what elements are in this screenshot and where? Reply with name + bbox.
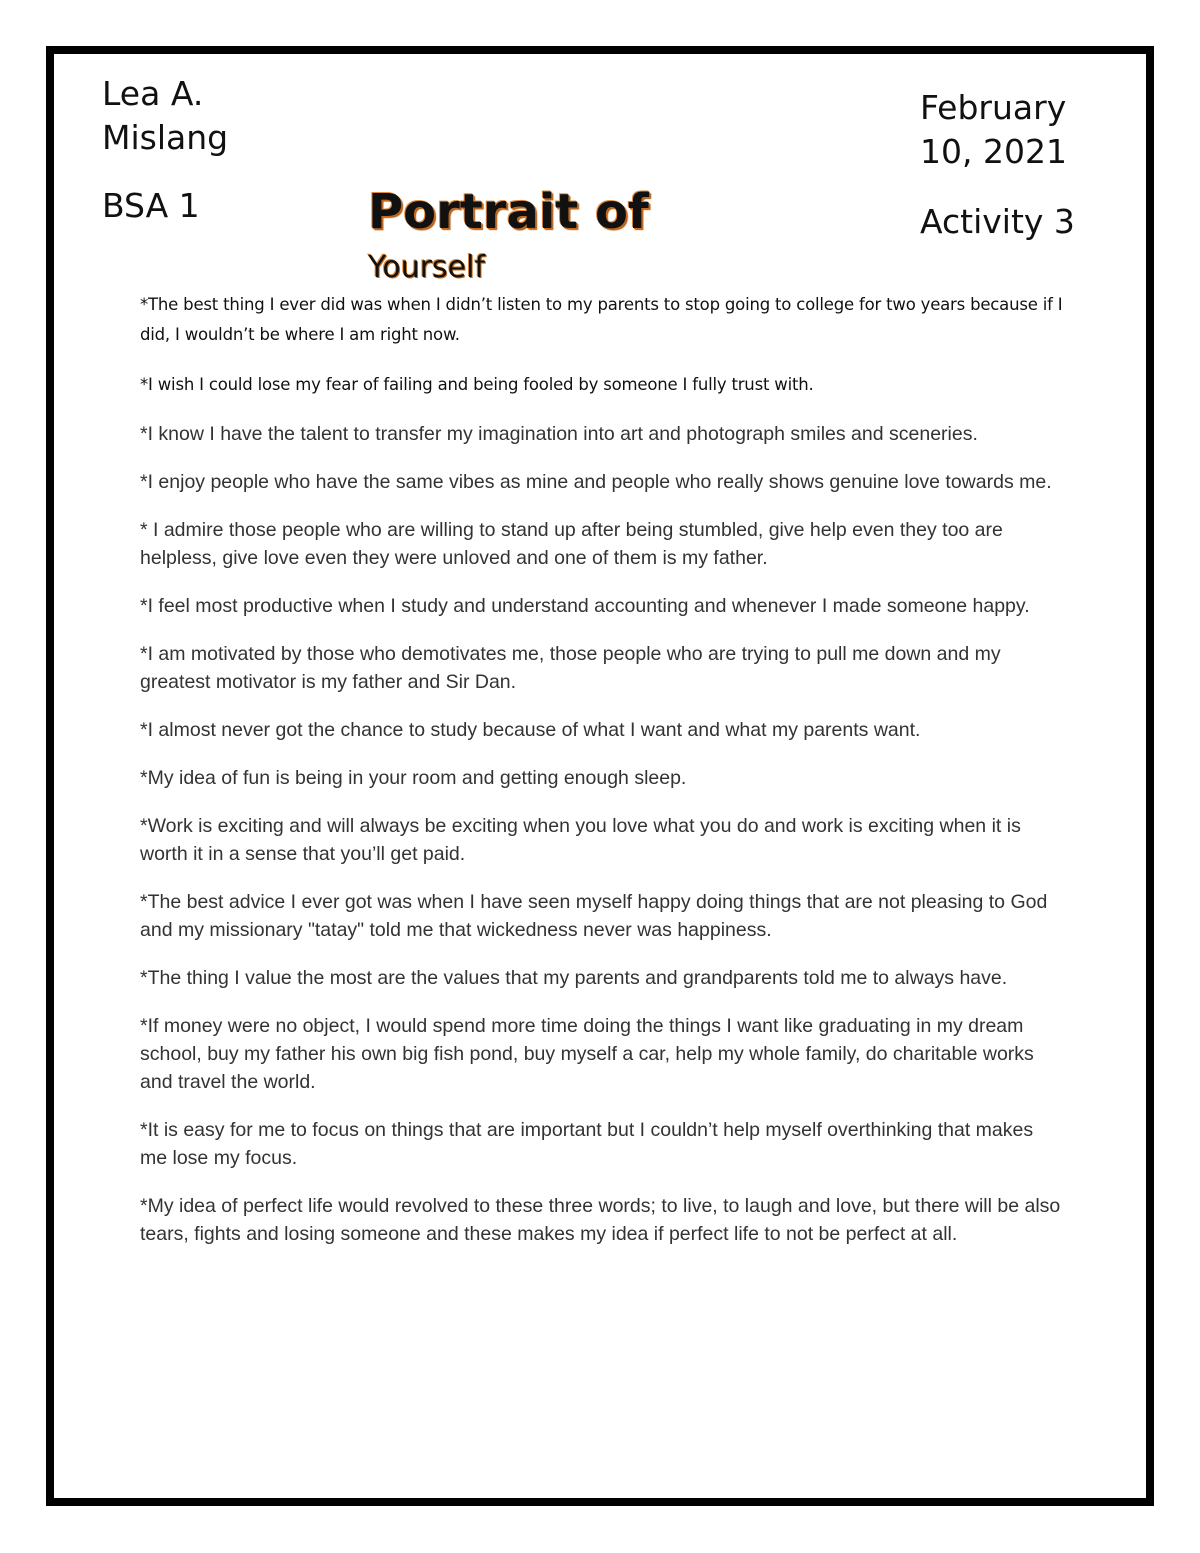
page-subtitle: Yourself	[368, 250, 486, 285]
course-label: BSA 1	[102, 186, 200, 225]
essay-paragraph: *My idea of fun is being in your room and getting enough sleep.	[140, 767, 687, 789]
essay-paragraph: *It is easy for me to focus on things that are important but I couldn’t help myself overthinking that makes me lose my focus.	[140, 1119, 1034, 1169]
intro-paragraph: *The best thing I ever did was when I didn’t listen to my parents to stop going to college for two years because if I did, I wouldn’t be where I am right now.	[140, 295, 1063, 344]
essay-paragraph: *If money were no object, I would spend more time doing the things I want like graduating in my dream school, buy my father his own big fish pond, buy myself a car, help my whole family, do charitable works and travel the world.	[140, 1015, 1034, 1093]
essay-paragraph: *The thing I value the most are the values that my parents and grandparents told me to always have.	[140, 967, 1008, 989]
essay-paragraph: *The best advice I ever got was when I have seen myself happy doing things that are not pleasing to God and my missionary "tatay" told me that wickedness never was happiness.	[140, 891, 1048, 941]
essay-paragraph: *I enjoy people who have the same vibes as mine and people who really shows genuine love towards me.	[140, 471, 1052, 493]
essay-body	[140, 290, 1065, 1268]
essay-paragraph: *I feel most productive when I study and understand accounting and whenever I made someone happy.	[140, 595, 1030, 617]
essay-paragraph: *Work is exciting and will always be exciting when you love what you do and work is exciting when it is worth it in a sense that you’ll get paid.	[140, 815, 1021, 865]
page-title: Portrait of	[368, 184, 649, 240]
essay-paragraph: *My idea of perfect life would revolved to these three words; to live, to laugh and love, but there will be also tears, fights and losing someone and these makes my idea if perfect life to not be perfect at all.	[140, 1195, 1061, 1245]
essay-paragraph: * I admire those people who are willing to stand up after being stumbled, give help even they too are helpless, give love even they were unloved and one of them is my father.	[140, 519, 1003, 569]
essay-paragraph: *I know I have the talent to transfer my imagination into art and photograph smiles and sceneries.	[140, 423, 978, 445]
intro-paragraph: *I wish I could lose my fear of failing and being fooled by someone I fully trust with.	[140, 375, 814, 394]
essay-paragraph: *I am motivated by those who demotivates me, those people who are trying to pull me down and my greatest motivator is my father and Sir Dan.	[140, 643, 1001, 693]
activity-label: Activity 3	[920, 202, 1075, 241]
essay-paragraph: *I almost never got the chance to study because of what I want and what my parents want.	[140, 719, 921, 741]
date-label: February 10, 2021	[920, 88, 1067, 171]
student-name: Lea A. Mislang	[102, 74, 229, 157]
